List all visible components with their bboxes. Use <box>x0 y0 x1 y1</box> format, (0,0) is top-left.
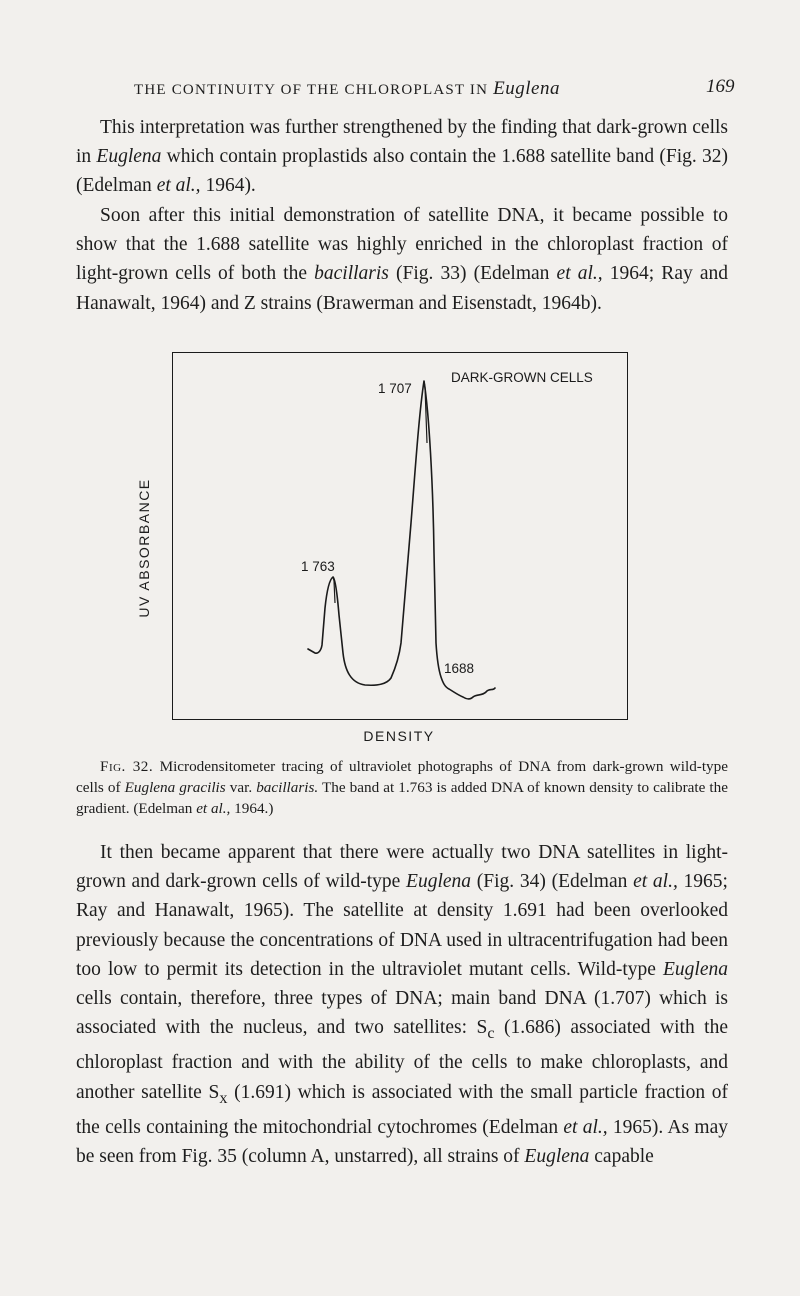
peak-label-1707: 1 707 <box>378 381 412 396</box>
paragraph-3: It then became apparent that there were actually two DNA satellites in light-grown and dark-grown cells of wild-type Euglena (Fig. 34) (Edelman et al., 1965; Ray and Hanawalt, 1965). The satellite at density 1.691 had been overlooked previously because the concentrations of DNA used in ultracentrifugation had been too low to permit its detection in the ultraviolet mutant cells. Wild-type Euglena cells contain, therefore, three types of DNA; main band DNA (1.707) which is associated with the nucleus, and two satellites: $S_c$ (1.686) associated with the chloroplast fraction and with the ability of the cells to make chloroplasts, and another satellite $S_x$ (1.691) which is associated with the small particle fraction of the cells containing the mitochondrial cytochromes (Edelman et al., 1965). As may be seen from Fig. 35 (column A, unstarred), all strains of Euglena capable <box>76 842 728 1167</box>
figure-32 <box>124 350 644 750</box>
paragraph-2: Soon after this initial demonstration of satellite DNA, it became possible to show that the 1.688 satellite was highly enriched in the chloroplast fraction of light-grown cells of both the bacillaris (Fig. 33) (Edelman et al., 1964; Ray and Hanawalt, 1964) and Z strains (Brawerman and Eisenstadt, 1964b). <box>76 205 728 314</box>
running-head: THE CONTINUITY OF THE CHLOROPLAST IN Euglena <box>134 78 560 99</box>
x-axis-label: DENSITY <box>363 728 435 744</box>
page-header <box>0 76 800 106</box>
plot-title: DARK-GROWN CELLS <box>451 370 593 385</box>
running-head-genus: Euglena <box>493 78 560 99</box>
y-axis-label: UV ABSORBANCE <box>136 478 152 618</box>
page-number: 169 <box>706 76 735 97</box>
peak-label-1763: 1 763 <box>301 559 335 574</box>
peak-1707-inner-stroke <box>424 381 427 443</box>
paragraph-1: This interpretation was further strengthened by the finding that dark-grown cells in Euglena which contain proplastids also contain the 1.688 satellite band (Fig. 32) (Edelman et al., 1964). <box>76 117 728 197</box>
tracing-curve <box>308 381 495 699</box>
caption-figure-label: Fig. 32. <box>100 758 154 775</box>
densitometer-tracing <box>173 353 627 719</box>
plot-frame <box>172 352 628 720</box>
figure-caption: Fig. 32. Microdensitometer tracing of ultraviolet photographs of DNA from dark-grown wild-type cells of Euglena gracilis var. bacillaris. The band at 1.763 is added DNA of known density to calibrate the gradient. (Edelman et al., 1964.) <box>76 758 728 817</box>
peak-label-1688: 1688 <box>444 661 475 676</box>
